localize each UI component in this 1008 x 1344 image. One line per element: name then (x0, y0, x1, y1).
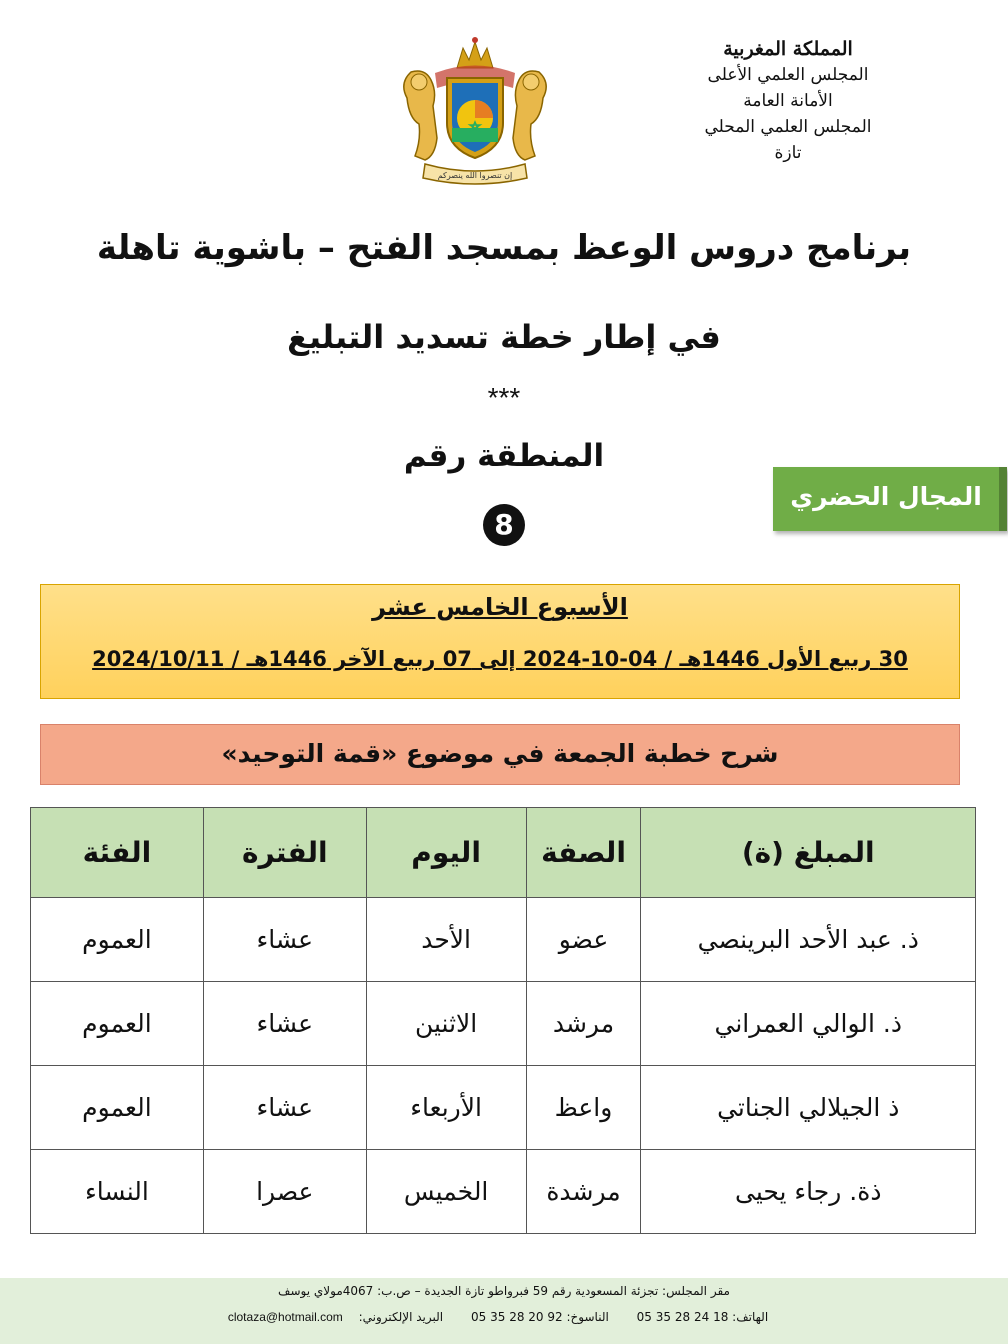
cell-audience: العموم (31, 982, 204, 1066)
zone-label: المنطقة رقم (403, 438, 605, 474)
header-period: الفترة (203, 808, 366, 898)
coat-of-arms-emblem (385, 28, 565, 188)
local-council-name: المجلس العلمي المحلي (704, 117, 872, 137)
secretariat-name: الأمانة العامة (743, 91, 833, 111)
table-row (31, 898, 976, 982)
cell-role: مرشد (526, 982, 641, 1066)
emblem-motto: إن تنصروا الله ينصركم (437, 171, 513, 180)
cell-audience: العموم (31, 898, 204, 982)
institution-header (668, 36, 908, 166)
kingdom-name: المملكة المغربية (723, 38, 853, 60)
footer-email-link[interactable]: clotaza@hotmail.com (227, 1310, 343, 1324)
header-preacher: المبلغ (ة) (641, 808, 976, 898)
footer-contact-line (0, 1310, 1008, 1324)
week-dates: 30 ربيع الأول 1446هـ / 04-10-2024 إلى 07 ربيع الآخر 1446هـ / 2024/10/11 (92, 647, 908, 671)
cell-preacher: ذ. الوالي العمراني (641, 982, 976, 1066)
zone-number-badge: 8 (483, 504, 525, 546)
cell-day: الأحد (366, 898, 526, 982)
footer-address: مقر المجلس: تجزئة المسعودية رقم 59 فبرواطو تازة الجديدة – ص.ب: 4067مولاي يوسف (278, 1284, 730, 1298)
cell-role: عضو (526, 898, 641, 982)
header-day: اليوم (366, 808, 526, 898)
footer-contact (0, 1278, 1008, 1344)
urban-domain-badge: المجال الحضري (773, 467, 1007, 531)
higher-council-name: المجلس العلمي الأعلى (707, 65, 869, 85)
cell-day: الاثنين (366, 982, 526, 1066)
footer-phone: الهاتف: 18 24 28 35 05 (636, 1310, 769, 1324)
cell-day: الأربعاء (366, 1066, 526, 1150)
cell-preacher: ذة. رجاء يحيى (641, 1150, 976, 1234)
schedule-table (30, 807, 976, 1234)
footer-fax: الناسوخ: 92 20 28 35 05 (470, 1310, 609, 1324)
cell-period: عشاء (203, 982, 366, 1066)
table-row (31, 1150, 976, 1234)
city-name: تازة (774, 143, 802, 163)
cell-audience: النساء (31, 1150, 204, 1234)
cell-preacher: ذ الجيلالي الجناتي (641, 1066, 976, 1150)
cell-role: واعظ (526, 1066, 641, 1150)
cell-period: عشاء (203, 1066, 366, 1150)
sermon-topic-box: شرح خطبة الجمعة في موضوع «قمة التوحيد» (40, 724, 960, 785)
cell-preacher: ذ. عبد الأحد البرينصي (641, 898, 976, 982)
table-row (31, 1066, 976, 1150)
program-title: برنامج دروس الوعظ بمسجد الفتح – باشوية تاهلة (96, 228, 912, 268)
table-header-row (31, 808, 976, 898)
cell-period: عشاء (203, 898, 366, 982)
footer-email-label: البريد الإلكتروني: (358, 1310, 444, 1324)
cell-period: عصرا (203, 1150, 366, 1234)
week-title: الأسبوع الخامس عشر (372, 593, 628, 621)
header-role: الصفة (526, 808, 641, 898)
table-row (31, 982, 976, 1066)
separator-stars: *** (487, 382, 521, 413)
header-audience: الفئة (31, 808, 204, 898)
week-info-box (40, 584, 960, 699)
cell-day: الخميس (366, 1150, 526, 1234)
cell-audience: العموم (31, 1066, 204, 1150)
program-subtitle: في إطار خطة تسديد التبليغ (287, 318, 721, 356)
cell-role: مرشدة (526, 1150, 641, 1234)
